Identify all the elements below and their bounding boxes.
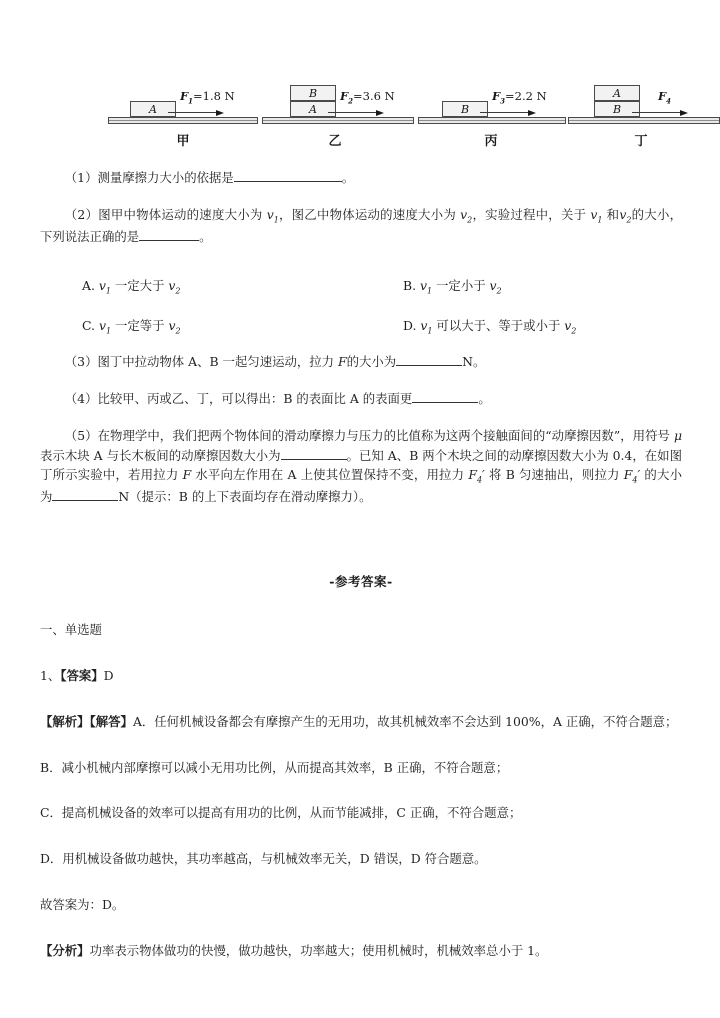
option-row-cd [40,316,682,338]
q5-text-f: 的大小为 [40,466,682,504]
option-a-sub2: 2 [175,286,181,296]
option-a-var1: v [98,278,106,293]
q5-force-f4-ref: F [623,466,633,482]
q1-period: 。 [341,170,355,185]
question-3 [40,352,682,371]
q2-text-a: （2）图甲中物体运动的速度大小为 [64,207,267,223]
ground-board-icon [262,117,414,124]
option-c-sub1: 1 [105,326,112,336]
q5-answer-blank-1[interactable] [281,459,347,460]
answer-value: D [103,667,114,683]
option-b-key: B. [403,278,417,293]
answer-section-title: -参考答案- [329,574,393,589]
q5-force-f4: F [468,466,477,482]
q5-force-f: F [182,466,192,482]
analysis-option-d: D．用机械设备做功越快，其功率越高，与机械效率无关，D 错误，D 符合题意。 [40,851,487,867]
q5-text-e: 将 B 匀速抽出，则拉力 [484,466,624,482]
force-arrow-icon [632,109,688,117]
q5-force-f4-sub: 4 [476,475,483,485]
q2-text-d: 和 [602,207,620,223]
figure-ding [572,72,720,160]
q3-answer-blank[interactable] [396,365,462,366]
figure-caption-jia: 甲 [176,134,190,149]
force-value: =3.6 [353,89,381,103]
q5-text-a: （5）在物理学中，我们把两个物体间的滑动摩擦力与压力的比值称为这两个接触面间的“动摩擦因数”，用符号 [64,428,674,444]
question-body [40,168,682,264]
force-label-f3 [492,89,547,105]
figure-caption-bing: 丙 [484,134,498,149]
q5-force-f4-ref-sub: 4 [632,475,638,485]
force-symbol: F [340,89,349,103]
q5-text-g: N（提示：B 的上下表面均存在滑动摩擦力）。 [118,488,372,504]
analysis-conclusion: 故答案为：D。 [40,897,125,913]
q2-text-b: ，图乙中物体运动的速度大小为 [278,207,461,223]
figure-caption-ding: 丁 [634,134,648,149]
q4-text-b: 。 [478,391,491,407]
physics-figure-strip [0,72,720,160]
option-b-sub2: 2 [496,286,502,296]
option-b[interactable] [361,276,682,298]
block-b: B [442,101,488,117]
ground-board-icon [418,117,566,124]
force-symbol: F [180,89,189,103]
option-a-var2: v [168,278,176,293]
q5-force-f4-ref-prime: ′ [637,466,641,482]
figure-jia [108,72,258,160]
figure-yi [268,72,418,160]
answer-item-number: 1、 [40,667,61,683]
force-unit: N [224,89,235,103]
option-b-var1: v [420,278,427,293]
analysis-summary-text: 功率表示物体做功的快慢，做功越快，功率越大；使用机械时，机械效率总小于 1。 [89,942,548,958]
force-symbol: F [492,89,501,103]
q1-text: （1）测量摩擦力大小的依据是 [64,170,234,185]
q5-answer-blank-2[interactable] [52,500,118,501]
force-arrow-icon [328,109,384,117]
force-value: =2.2 [505,89,533,103]
ground-board-icon [568,117,720,124]
answer-item-1 [40,666,682,686]
answer-section [40,572,682,987]
option-d-var2: v [564,317,572,333]
analysis-summary-label: 【分析】 [40,942,90,958]
force-label-f4 [658,89,671,105]
force-symbol: F [658,89,667,103]
force-label-f2 [340,89,395,105]
q4-text-a: （4）比较甲、丙或乙、丁，可以得出：B 的表面比 A 的表面更 [64,391,413,407]
analysis-label: 【解析】【解答】 [40,713,133,729]
option-d-mid: 可以大于、等于或小于 [432,317,565,333]
option-c-var1: v [98,317,106,333]
q2-v1: v [266,207,274,223]
option-b-sub1: 1 [427,286,433,296]
q5-text-d: 水平向左作用在 A 上使其位置保持不变，用拉力 [191,466,469,482]
analysis-summary [40,941,682,961]
analysis-option-c: C．提高机械设备的效率可以提高有用功的比例，从而节能减排，C 正确，不符合题意； [40,805,522,821]
option-c-mid: 一定等于 [111,317,169,333]
q3-force-symbol: F [337,354,347,369]
q1-answer-blank[interactable] [234,181,342,182]
q2-text-e: 的大小，下列说法正确的是 [40,207,682,245]
option-b-mid: 一定小于 [432,278,490,293]
option-d-sub2: 2 [571,326,577,336]
q2-answer-blank[interactable] [139,240,199,241]
force-subscript: 2 [348,96,354,106]
force-unit: N [536,89,547,103]
option-b-var2: v [489,278,497,293]
force-subscript: 3 [500,96,506,106]
q2-v1-ref-sub: 1 [597,215,603,225]
force-arrow-icon [480,109,536,117]
analysis-option-b: B．减小机械内部摩擦可以减小无用功比例，从而提高其效率，B 正确，不符合题意； [40,759,509,775]
block-b: B [290,85,336,101]
force-arrow-icon [168,109,224,117]
q2-period: 。 [199,229,212,245]
question-4 [40,389,682,408]
q5-text-b: 表示木块 A 与长木板间的动摩擦因数大小为 [40,447,281,463]
question-1 [40,168,682,187]
figure-bing [420,72,570,160]
option-a-sub1: 1 [105,286,111,296]
ground-board-icon [108,117,258,124]
force-value: =1.8 [193,89,221,103]
option-d-sub1: 1 [427,326,433,336]
force-subscript: 4 [666,96,672,106]
option-c-sub2: 2 [175,326,181,336]
figure-caption-yi: 乙 [328,134,342,149]
option-d-var1: v [420,317,428,333]
option-a-key: A. [82,278,95,293]
option-c-var2: v [168,317,176,333]
q2-text-c: ，实验过程中，关于 [472,207,591,223]
q5-force-f4-prime: ′ [482,466,485,482]
q3-text-a: （3）图丁中拉动物体 A、B 一起匀速运动，拉力 [64,354,338,369]
question-5 [40,426,682,506]
q2-v1-sub: 1 [273,215,279,225]
q4-answer-blank[interactable] [412,402,478,403]
block-b: B [594,101,640,117]
analysis-option-a [40,712,682,732]
option-c-key: C. [82,317,95,333]
q2-v2-ref: v [619,207,627,223]
q5-mu-symbol: μ [673,428,682,444]
analysis-option-a-text: A．任何机械设备都会有摩擦产生的无用功，故其机械效率不会达到 100%，A 正确，不符合题意； [132,713,678,729]
block-a: A [290,101,336,117]
option-row-ab [40,276,682,298]
option-d-key: D. [403,317,417,333]
q5-text-c: 。已知 A、B 两个木块之间的动摩擦因数大小为 0.4，在如图丁所示实验中，若用拉力 [40,447,682,482]
option-a-mid: 一定大于 [110,278,169,293]
option-c[interactable] [40,316,361,338]
q2-v2-sub: 2 [467,215,473,225]
question-2 [40,205,682,246]
question-2-options [40,276,682,356]
option-a[interactable] [40,276,361,298]
force-label-f1 [180,89,235,105]
block-a: A [594,85,640,101]
answer-label: 【答案】 [60,667,104,683]
block-a: A [130,101,176,117]
force-subscript: 1 [188,96,194,106]
option-d[interactable] [361,316,682,338]
answer-section-heading: 一、单选题 [40,622,102,637]
q2-v2: v [460,207,468,223]
q3-text-c: N。 [462,354,486,369]
q3-text-b: 的大小为 [346,354,397,369]
question-body-2 [40,352,682,524]
force-unit: N [384,89,395,103]
q2-v1-ref: v [590,207,598,223]
q2-v2-ref-sub: 2 [626,215,632,225]
